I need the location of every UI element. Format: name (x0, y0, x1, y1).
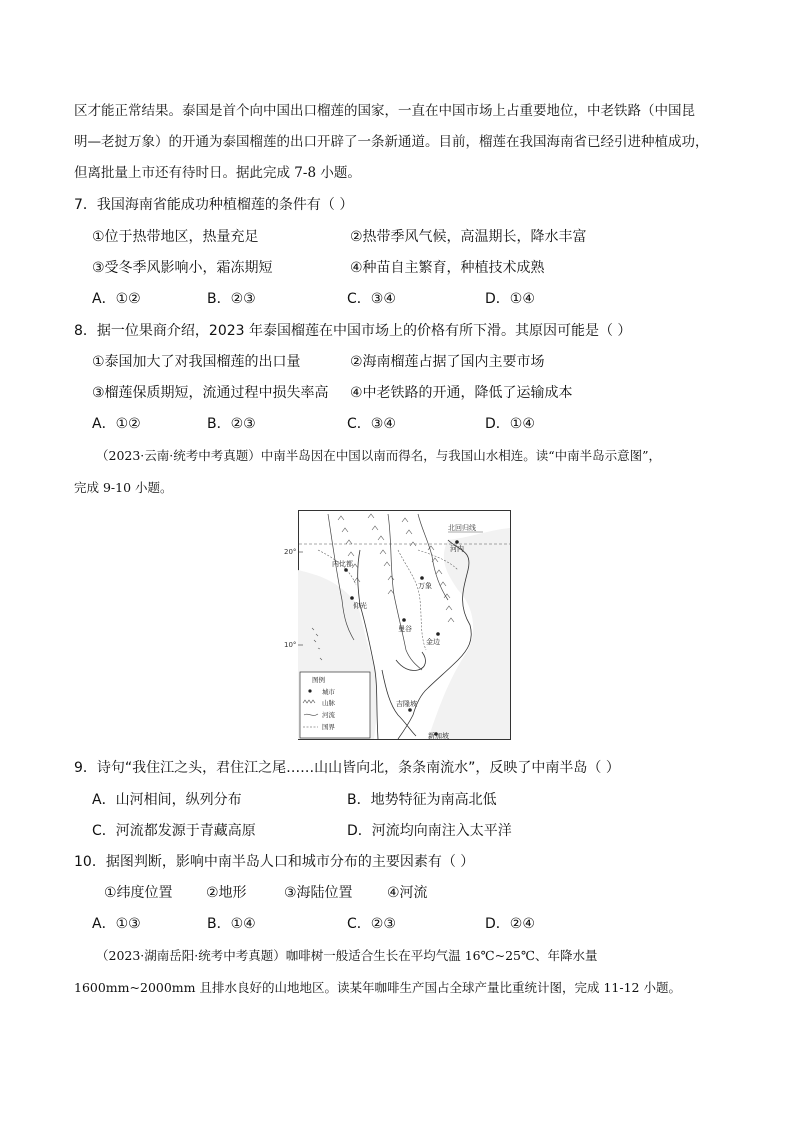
q9-option-d: D．河流均向南注入太平洋 (347, 823, 512, 839)
q7-statement-1: ①位于热带地区，热量充足 (92, 229, 259, 245)
yangon-label: 仰光 (353, 602, 367, 610)
q7-stem: 7．我国海南省能成功种植榴莲的条件有（ ） (74, 197, 354, 213)
q8-option-b: B．②③ (207, 416, 256, 432)
q10-option-a: A．①③ (92, 916, 141, 932)
q10-statement-1: ①纬度位置 (104, 885, 173, 901)
legend-city: 城市 (322, 688, 335, 696)
q10-option-c: C．②③ (347, 916, 396, 932)
q8-option-d: D．①④ (485, 416, 535, 432)
q7-statement-3: ③受冬季风影响小，霜冻期短 (92, 260, 273, 276)
intro3-line-1: （2023·湖南岳阳·统考中考真题）咖啡树一般适合生长在平均气温 16℃~25℃、年降水量 (96, 948, 598, 963)
intro-line-3: 但离批量上市还有待时日。据此完成 7-8 小题。 (74, 165, 361, 181)
singapore-label: 新加坡 (428, 732, 449, 740)
map-legend (300, 672, 370, 738)
legend-mountain: 山脉 (322, 699, 335, 707)
q7-option-b: B．②③ (207, 291, 256, 307)
q8-option-a: A．①② (92, 416, 141, 432)
intro-line-2: 明—老挝万象）的开通为泰国榴莲的出口开辟了一条新通道。目前，榴莲在我国海南省已经引进种植成功， (74, 134, 709, 150)
q10-option-d: D．②④ (485, 916, 535, 932)
q7-option-d: D．①④ (485, 291, 535, 307)
q8-statement-2: ②海南榴莲占据了国内主要市场 (350, 354, 545, 370)
tropic-label: 北回归线 (448, 524, 476, 532)
hanoi-dot (455, 540, 459, 544)
vientiane-label: 万象 (418, 582, 432, 590)
q10-option-b: B．①④ (207, 916, 256, 932)
q9-option-a: A．山河相间，纵列分布 (92, 792, 242, 808)
q10-stem: 10．据图判断，影响中南半岛人口和城市分布的主要因素有（ ） (74, 854, 475, 870)
bangkok-label: 曼谷 (398, 625, 412, 633)
q8-statement-3: ③榴莲保质期短，流通过程中损失率高 (92, 385, 329, 401)
legend-border: 国界 (322, 723, 335, 731)
q10-statement-4: ④河流 (387, 885, 428, 901)
q8-statement-1: ①泰国加大了对我国榴莲的出口量 (92, 354, 301, 370)
phnompenh-label: 金边 (426, 638, 440, 646)
q8-option-c: C．③④ (347, 416, 396, 432)
intro2-line-1: （2023·云南·统考中考真题）中南半岛因在中国以南而得名，与我国山水相连。读“中南半岛示意图”， (96, 448, 662, 463)
q9-stem: 9．诗句“我住江之头，君住江之尾……山山皆向北，条条南流水”，反映了中南半岛（ ） (74, 760, 620, 776)
q10-statement-2: ②地形 (206, 885, 247, 901)
kualalumpur-dot (408, 708, 412, 712)
legend-river: 河流 (322, 711, 335, 719)
naypyidaw-label: 内比都 (332, 560, 353, 568)
intro2-line-2: 完成 9-10 小题。 (74, 480, 173, 495)
intro-line-1: 区才能正常结果。泰国是首个向中国出口榴莲的国家，一直在中国市场上占重要地位，中老铁路（中国昆 (74, 103, 695, 119)
q8-statement-4: ④中老铁路的开通，降低了运输成本 (350, 385, 573, 401)
bangkok-dot (402, 618, 406, 622)
intro3-line-2: 1600mm~2000mm 且排水良好的山地地区。读某年咖啡生产国占全球产量比重统计图，完成 11-12 小题。 (74, 980, 681, 995)
yangon-dot (350, 596, 354, 600)
q9-option-c: C．河流都发源于青藏高原 (92, 823, 256, 839)
vientiane-dot (420, 576, 424, 580)
lat-10-label: 10° (284, 641, 297, 649)
q8-stem: 8．据一位果商介绍，2023 年泰国榴莲在中国市场上的价格有所下滑。其原因可能是（ ） (74, 323, 632, 339)
kualalumpur-label: 吉隆坡 (396, 700, 417, 708)
q10-statement-3: ③海陆位置 (284, 885, 353, 901)
legend-title: 图例 (312, 676, 325, 684)
indochina-map (284, 510, 511, 740)
q9-option-b: B．地势特征为南高北低 (347, 792, 497, 808)
naypyidaw-dot (344, 568, 348, 572)
lat-20-label: 20° (284, 548, 297, 556)
hanoi-label: 河内 (450, 545, 464, 553)
phnompenh-dot (436, 632, 440, 636)
q7-option-a: A．①② (92, 291, 141, 307)
q7-statement-2: ②热带季风气候，高温期长，降水丰富 (350, 229, 587, 245)
q7-option-c: C．③④ (347, 291, 396, 307)
q7-statement-4: ④种苗自主繁育，种植技术成熟 (350, 260, 545, 276)
